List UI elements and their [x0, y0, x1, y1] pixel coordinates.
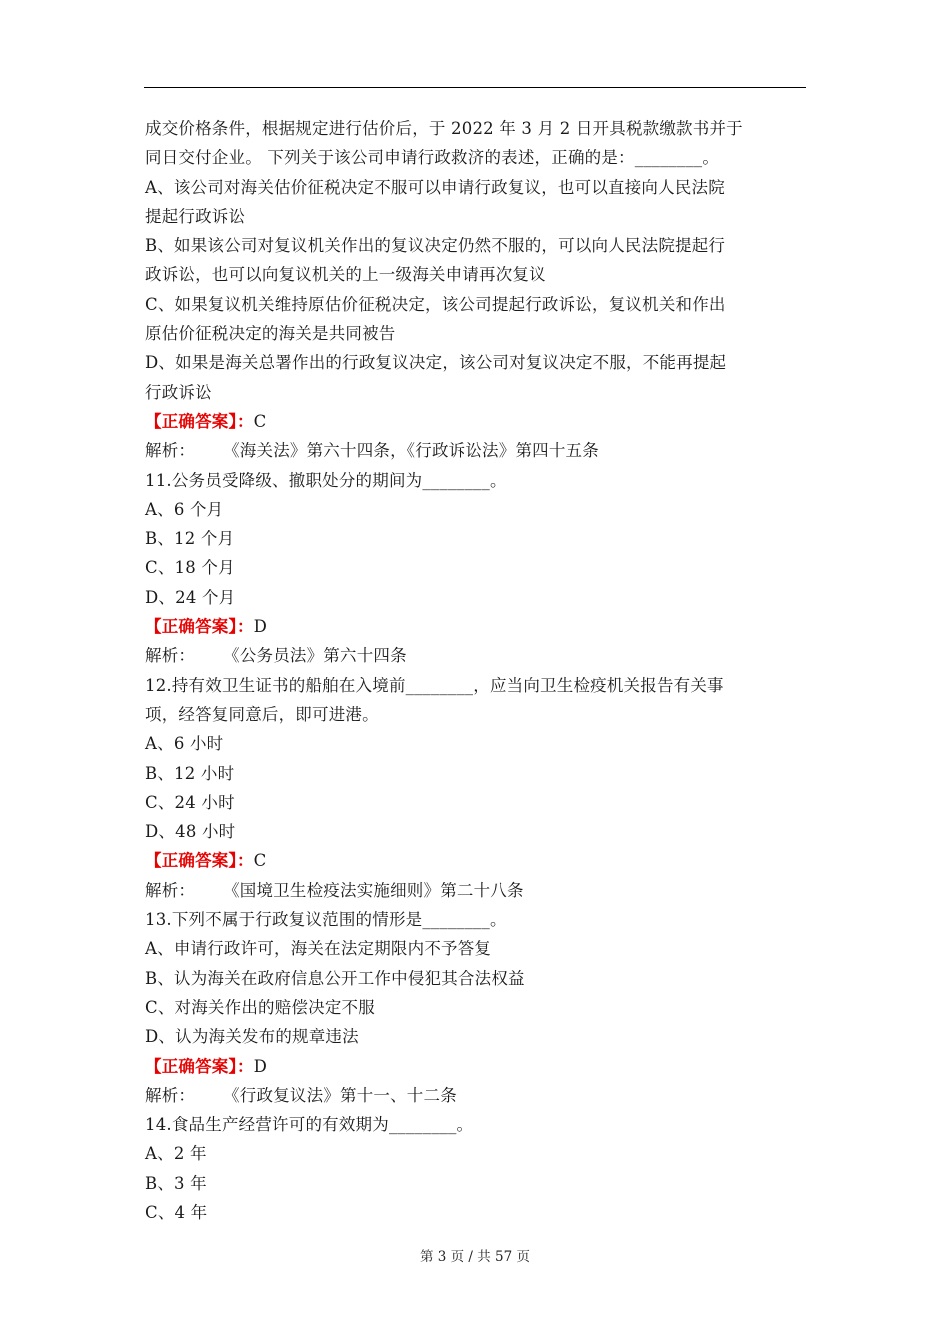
answer-value: C — [253, 411, 267, 431]
header-rule — [144, 87, 806, 88]
option-d: D、48 小时 — [145, 822, 236, 842]
option-b-line: B、如果该公司对复议机关作出的复议决定仍然不服的，可以向人民法院提起行 — [145, 236, 726, 256]
question-text: 项，经答复同意后，即可进港。 — [145, 704, 379, 724]
option-a: A、申请行政许可，海关在法定期限内不予答复 — [145, 939, 492, 959]
answer-label: 【正确答案】： — [145, 1056, 254, 1076]
question-text: 12.持有效卫生证书的船舶在入境前________，应当向卫生检疫机关报告有关事 — [145, 675, 724, 695]
option-d-line: 行政诉讼 — [145, 382, 212, 402]
answer-value: C — [253, 851, 267, 871]
question-text: 13.下列不属于行政复议范围的情形是________。 — [145, 910, 507, 930]
option-b: B、3 年 — [145, 1173, 207, 1193]
option-d: D、认为海关发布的规章违法 — [145, 1027, 359, 1047]
option-b-line: 政诉讼，也可以向复议机关的上一级海关申请再次复议 — [145, 265, 546, 285]
document-body — [145, 114, 805, 1227]
analysis-line — [145, 436, 805, 465]
question-12 — [145, 671, 805, 905]
option-a: A、2 年 — [145, 1144, 207, 1164]
question-10-continuation — [145, 114, 805, 466]
question-text: 14.食品生产经营许可的有效期为________。 — [145, 1115, 474, 1135]
option-c-line: 原估价征税决定的海关是共同被告 — [145, 324, 396, 344]
option-d: D、24 个月 — [145, 587, 236, 607]
question-text-line: 同日交付企业。 下列关于该公司申请行政救济的表述，正确的是：________。 — [145, 148, 720, 168]
option-a-line: 提起行政诉讼 — [145, 206, 246, 226]
analysis-label: 解析： — [145, 441, 196, 461]
answer-line — [145, 846, 805, 875]
question-text: 11.公务员受降级、撤职处分的期间为________。 — [145, 470, 507, 490]
analysis-label: 解析： — [145, 880, 196, 900]
option-b: B、认为海关在政府信息公开工作中侵犯其合法权益 — [145, 968, 525, 988]
answer-label: 【正确答案】： — [145, 411, 254, 431]
option-c-line: C、如果复议机关维持原估价征税决定，该公司提起行政诉讼，复议机关和作出 — [145, 294, 726, 314]
option-b: B、12 小时 — [145, 763, 235, 783]
option-a: A、6 小时 — [145, 734, 224, 754]
option-c: C、18 个月 — [145, 558, 235, 578]
answer-line — [145, 407, 805, 436]
analysis-text: 《国境卫生检疫法实施细则》第二十八条 — [223, 880, 524, 900]
analysis-text: 《海关法》第六十四条，《行政诉讼法》第四十五条 — [223, 441, 599, 461]
analysis-label: 解析： — [145, 646, 196, 666]
analysis-text: 《行政复议法》第十一、十二条 — [223, 1085, 457, 1105]
analysis-line — [145, 641, 805, 670]
analysis-text: 《公务员法》第六十四条 — [223, 646, 407, 666]
option-a-line: A、该公司对海关估价征税决定不服可以申请行政复议，也可以直接向人民法院 — [145, 177, 725, 197]
option-c: C、24 小时 — [145, 792, 235, 812]
analysis-line — [145, 1081, 805, 1110]
question-14 — [145, 1110, 805, 1227]
analysis-line — [145, 876, 805, 905]
analysis-label: 解析： — [145, 1085, 196, 1105]
question-13 — [145, 905, 805, 1110]
answer-label: 【正确答案】： — [145, 617, 254, 637]
option-b: B、12 个月 — [145, 529, 235, 549]
option-c: C、对海关作出的赔偿决定不服 — [145, 997, 375, 1017]
answer-line — [145, 612, 805, 641]
question-text-line: 成交价格条件，根据规定进行估价后，于 2022 年 3 月 2 日开具税款缴款书并于 — [145, 119, 743, 138]
page-number-footer: 第 3 页 / 共 57 页 — [419, 1249, 531, 1265]
answer-line — [145, 1052, 805, 1081]
answer-value: D — [253, 1056, 268, 1076]
answer-label: 【正确答案】： — [145, 851, 254, 871]
option-c: C、4 年 — [145, 1202, 208, 1222]
option-a: A、6 个月 — [145, 499, 224, 519]
question-11 — [145, 466, 805, 671]
option-d-line: D、如果是海关总署作出的行政复议决定，该公司对复议决定不服，不能再提起 — [145, 353, 727, 373]
answer-value: D — [253, 617, 268, 637]
